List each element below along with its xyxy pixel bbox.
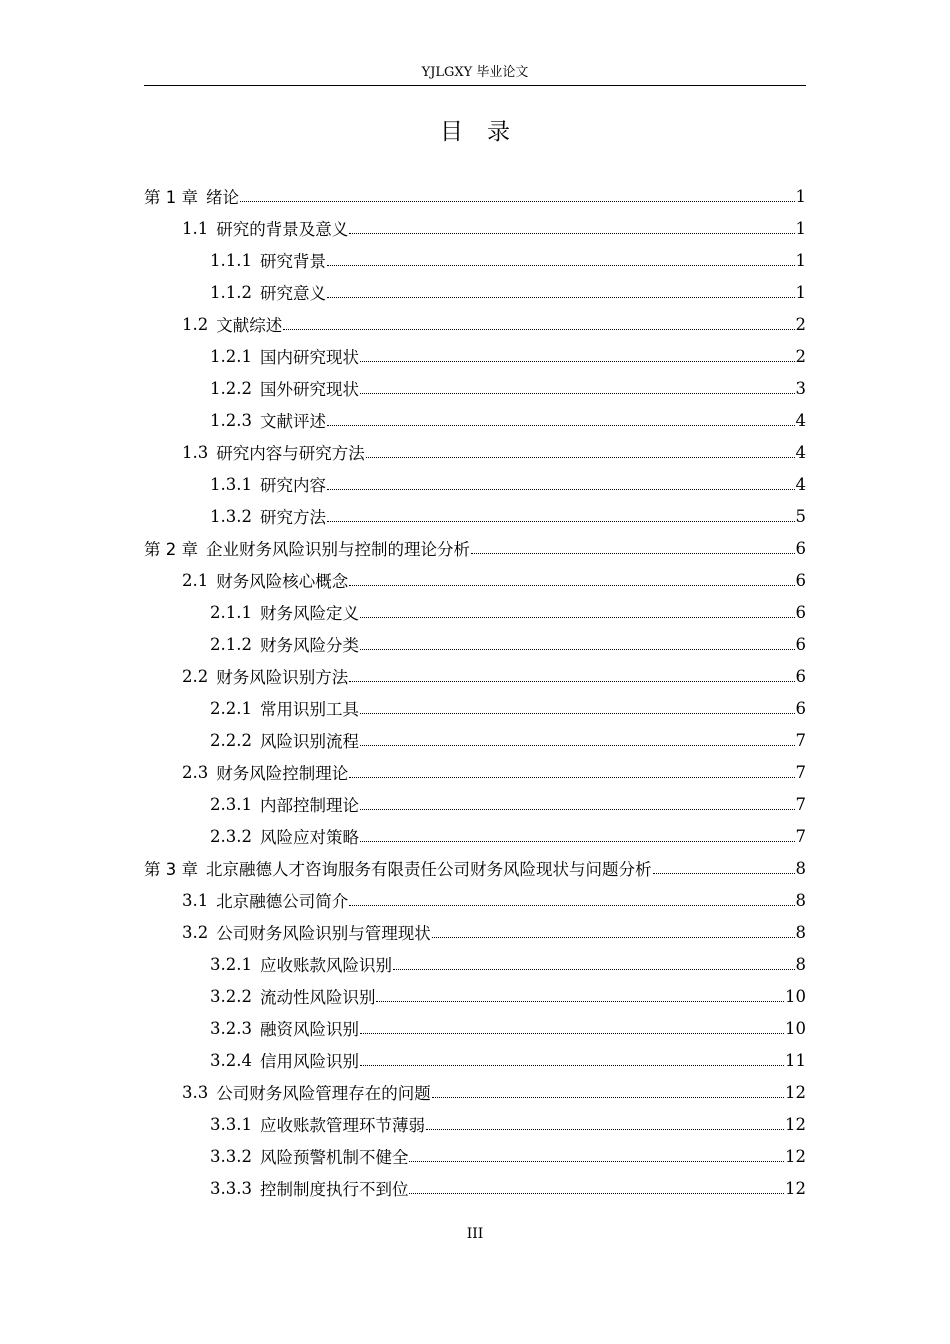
toc-entry-title: 内部控制理论: [259, 796, 359, 815]
toc-entry[interactable]: [144, 596, 806, 628]
dot-leader: [366, 457, 795, 458]
toc-entry-title: 公司财务风险识别与管理现状: [216, 924, 431, 943]
toc-entry-title: 文献综述: [216, 316, 283, 335]
toc-entry-number: 2.1.2: [210, 634, 252, 654]
dot-leader: [349, 233, 794, 234]
dot-leader: [360, 1033, 784, 1034]
toc-entry-page: 11: [785, 1050, 806, 1070]
toc-entry-number: 3.3.3: [210, 1178, 252, 1198]
toc-entry[interactable]: [144, 372, 806, 404]
toc-entry-number: 1.3.1: [210, 474, 252, 494]
toc-entry-number: 2.3: [182, 762, 209, 782]
toc-entry-title: 研究的背景及意义: [216, 220, 349, 239]
toc-entry-page: 6: [795, 666, 806, 686]
dot-leader: [376, 1001, 784, 1002]
toc-entry-title: 国外研究现状: [259, 380, 359, 399]
toc-entry-title: 研究方法: [259, 508, 326, 527]
toc-entry[interactable]: [144, 180, 806, 212]
toc-entry[interactable]: [144, 948, 806, 980]
toc-entry-page: 8: [795, 954, 806, 974]
toc-entry-number: 1.2: [182, 314, 209, 334]
toc-entry[interactable]: [144, 212, 806, 244]
toc-entry-title: 国内研究现状: [259, 348, 359, 367]
dot-leader: [360, 713, 795, 714]
toc-entry-page: 4: [795, 474, 806, 494]
dot-leader: [327, 265, 795, 266]
toc-entry[interactable]: [144, 308, 806, 340]
dot-leader: [360, 649, 795, 650]
toc-entry[interactable]: [144, 820, 806, 852]
toc-entry-title: 信用风险识别: [259, 1052, 359, 1071]
toc-entry-page: 4: [795, 410, 806, 430]
toc-entry-number: 3.2.4: [210, 1050, 252, 1070]
dot-leader: [240, 201, 795, 202]
toc-entry-title: 控制制度执行不到位: [259, 1180, 409, 1199]
toc-entry-page: 1: [795, 282, 806, 302]
toc-entry[interactable]: [144, 692, 806, 724]
toc-entry-page: 7: [795, 826, 806, 846]
toc-entry-title: 财务风险控制理论: [216, 764, 349, 783]
dot-leader: [360, 617, 795, 618]
toc-entry-number: 1.1.2: [210, 282, 252, 302]
toc-entry-title: 研究内容与研究方法: [216, 444, 365, 463]
dot-leader: [349, 905, 794, 906]
page-number: III: [466, 1226, 484, 1242]
toc-entry-page: 10: [785, 986, 806, 1006]
toc-entry[interactable]: [144, 1044, 806, 1076]
toc-entry-number: 2.2.1: [210, 698, 252, 718]
toc-entry-page: 1: [795, 250, 806, 270]
toc-entry-number: 3.2.3: [210, 1018, 252, 1038]
page-title: [144, 116, 806, 148]
dot-leader: [360, 841, 795, 842]
toc-entry-page: 1: [795, 218, 806, 238]
toc-entry-page: 6: [795, 602, 806, 622]
toc-entry-page: 8: [795, 858, 806, 878]
toc-entry-number: 1.3: [182, 442, 209, 462]
toc-entry-number: 3.3: [182, 1082, 209, 1102]
toc-entry-title: 文献评述: [259, 412, 326, 431]
toc-entry-title: 风险识别流程: [259, 732, 359, 751]
toc-entry-title: 应收账款风险识别: [259, 956, 392, 975]
toc-entry-page: 4: [795, 442, 806, 462]
toc-entry[interactable]: [144, 756, 806, 788]
toc-entry[interactable]: [144, 500, 806, 532]
toc-entry[interactable]: [144, 468, 806, 500]
dot-leader: [283, 329, 794, 330]
toc-entry-title: 北京融德人才咨询服务有限责任公司财务风险现状与问题分析: [206, 860, 652, 879]
dot-leader: [360, 809, 795, 810]
toc-entry-title: 公司财务风险管理存在的问题: [216, 1084, 431, 1103]
dot-leader: [360, 745, 795, 746]
dot-leader: [327, 489, 795, 490]
toc-entry[interactable]: [144, 660, 806, 692]
toc-entry[interactable]: [144, 724, 806, 756]
toc-entry-number: 2.2.2: [210, 730, 252, 750]
toc-entry-page: 1: [795, 186, 806, 206]
toc-entry-page: 7: [795, 762, 806, 782]
toc-entry-number: 2.1: [182, 570, 209, 590]
toc-entry[interactable]: [144, 1076, 806, 1108]
dot-leader: [471, 553, 795, 554]
toc-entry[interactable]: [144, 916, 806, 948]
toc-entry[interactable]: [144, 1172, 806, 1204]
toc-entry-number: 第 3 章: [144, 860, 198, 879]
toc-entry-page: 12: [785, 1114, 806, 1134]
page-title-text: 目录: [440, 119, 534, 145]
toc-entry[interactable]: [144, 244, 806, 276]
toc-entry-title: 风险应对策略: [259, 828, 359, 847]
toc-entry[interactable]: [144, 1108, 806, 1140]
toc-entry-number: 1.1: [182, 218, 209, 238]
dot-leader: [349, 777, 794, 778]
toc-entry-page: 7: [795, 794, 806, 814]
toc-entry-title: 应收账款管理环节薄弱: [259, 1116, 425, 1135]
toc-entry-title: 财务风险分类: [259, 636, 359, 655]
toc-entry[interactable]: [144, 884, 806, 916]
toc-entry-page: 12: [785, 1146, 806, 1166]
dot-leader: [432, 1097, 784, 1098]
toc-entry-page: 2: [795, 346, 806, 366]
toc-entry-number: 2.3.2: [210, 826, 252, 846]
dot-leader: [653, 873, 795, 874]
toc-entry-page: 5: [795, 506, 806, 526]
toc-entry-number: 3.2: [182, 922, 209, 942]
toc-entry-number: 1.1.1: [210, 250, 252, 270]
toc-entry-number: 3.3.2: [210, 1146, 252, 1166]
dot-leader: [327, 297, 795, 298]
toc-entry-title: 企业财务风险识别与控制的理论分析: [206, 540, 470, 559]
dot-leader: [360, 393, 795, 394]
dot-leader: [360, 1065, 784, 1066]
toc-entry-number: 1.2.3: [210, 410, 252, 430]
toc-entry-title: 流动性风险识别: [259, 988, 376, 1007]
toc-entry[interactable]: [144, 852, 806, 884]
toc-entry-title: 常用识别工具: [259, 700, 359, 719]
toc-entry-page: 8: [795, 922, 806, 942]
toc-entry-page: 6: [795, 698, 806, 718]
toc-entry-title: 绪论: [206, 188, 239, 207]
toc-entry-page: 3: [795, 378, 806, 398]
header-rule: [144, 85, 806, 86]
toc-entry-number: 第 1 章: [144, 188, 198, 207]
toc-entry-number: 2.1.1: [210, 602, 252, 622]
toc-entry-title: 研究背景: [259, 252, 326, 271]
toc-entry-number: 2.3.1: [210, 794, 252, 814]
toc-entry-page: 8: [795, 890, 806, 910]
toc-entry[interactable]: [144, 1140, 806, 1172]
toc-entry-number: 2.2: [182, 666, 209, 686]
toc-entry-title: 研究意义: [259, 284, 326, 303]
toc-entry-number: 1.2.2: [210, 378, 252, 398]
dot-leader: [327, 425, 795, 426]
toc-entry-page: 10: [785, 1018, 806, 1038]
toc-entry-title: 财务风险识别方法: [216, 668, 349, 687]
dot-leader: [409, 1193, 784, 1194]
toc-entry-number: 3.2.2: [210, 986, 252, 1006]
dot-leader: [426, 1129, 784, 1130]
toc-entry-title: 北京融德公司简介: [216, 892, 349, 911]
toc-entry-page: 6: [795, 538, 806, 558]
dot-leader: [432, 937, 795, 938]
dot-leader: [349, 585, 794, 586]
toc-entry[interactable]: [144, 1012, 806, 1044]
toc-entry-number: 3.3.1: [210, 1114, 252, 1134]
toc-entry-title: 融资风险识别: [259, 1020, 359, 1039]
toc-entry-page: 12: [785, 1082, 806, 1102]
page-header: YJLGXY 毕业论文: [421, 65, 529, 80]
toc-entry[interactable]: [144, 980, 806, 1012]
toc-entry[interactable]: [144, 564, 806, 596]
toc-entry-number: 第 2 章: [144, 540, 198, 559]
toc-entry-page: 6: [795, 634, 806, 654]
dot-leader: [409, 1161, 784, 1162]
dot-leader: [360, 361, 795, 362]
toc-entry[interactable]: [144, 404, 806, 436]
dot-leader: [349, 681, 794, 682]
toc-entry[interactable]: [144, 788, 806, 820]
toc-entry-page: 6: [795, 570, 806, 590]
toc-entry-page: 2: [795, 314, 806, 334]
toc-entry[interactable]: [144, 436, 806, 468]
toc-entry-title: 风险预警机制不健全: [259, 1148, 409, 1167]
toc-entry[interactable]: [144, 532, 806, 564]
toc-entry[interactable]: [144, 340, 806, 372]
toc-entry-page: 12: [785, 1178, 806, 1198]
toc-entry-number: 3.1: [182, 890, 209, 910]
dot-leader: [327, 521, 795, 522]
toc-entry-number: 1.3.2: [210, 506, 252, 526]
dot-leader: [393, 969, 795, 970]
toc-entry[interactable]: [144, 276, 806, 308]
toc-entry-title: 财务风险核心概念: [216, 572, 349, 591]
toc-entry-title: 研究内容: [259, 476, 326, 495]
toc-entry-number: 1.2.1: [210, 346, 252, 366]
toc-entry-number: 3.2.1: [210, 954, 252, 974]
toc-entry[interactable]: [144, 628, 806, 660]
toc-entry-title: 财务风险定义: [259, 604, 359, 623]
toc-entry-page: 7: [795, 730, 806, 750]
